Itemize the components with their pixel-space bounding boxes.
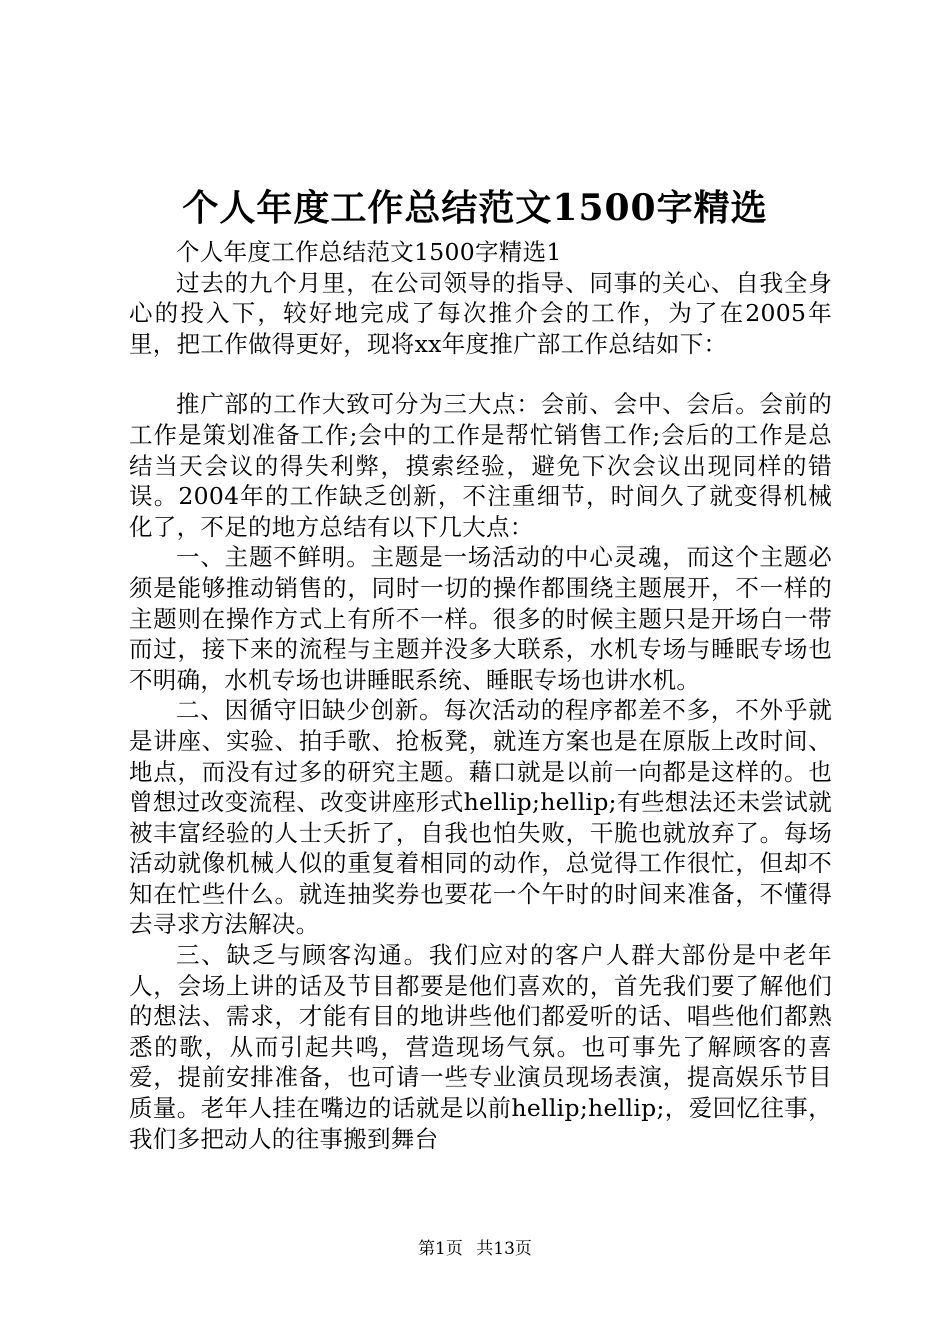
section-heading: 个人年度工作总结范文1500字精选1 xyxy=(176,238,562,266)
document-body xyxy=(129,237,832,1154)
page-total: 共13页 xyxy=(476,1239,532,1259)
paragraph-point-2: 二、因循守旧缺少创新。每次活动的程序都差不多，不外乎就是讲座、实验、拍手歌、抢板凳，就连方案也是在原版上改时间、地点，而没有过多的研究主题。藉口就是以前一向都是这样的。也曾想过改变流程、改变讲座形式hellip;hellip;有些想法还未尝试就被丰富经验的人士夭折了，自我也怕失败，干脆也就放弃了。每场活动就像机械人似的重复着相同的动作，总觉得工作很忙，但却不知在忙些什么。就连抽奖券也要花一个午时的时间来准备，不懂得去寻求方法解决。 xyxy=(129,696,832,939)
paragraph-intro: 过去的九个月里，在公司领导的指导、同事的关心、自我全身心的投入下，较好地完成了每次推介会的工作，为了在2005年里，把工作做得更好，现将xx年度推广部工作总结如下： xyxy=(129,268,832,358)
page-footer xyxy=(0,1238,950,1260)
paragraph-gap xyxy=(129,359,832,389)
page-number: 第1页 xyxy=(418,1239,463,1259)
paragraph-point-1: 一、主题不鲜明。主题是一场活动的中心灵魂，而这个主题必须是能够推动销售的，同时一切的操作都围绕主题展开，不一样的主题则在操作方式上有所不一样。很多的时候主题只是开场白一带而过，接下来的流程与主题并没多大联系，水机专场与睡眠专场也不明确，水机专场也讲睡眠系统、睡眠专场也讲水机。 xyxy=(129,543,832,694)
paragraph-point-3: 三、缺乏与顾客沟通。我们应对的客户人群大部份是中老年人，会场上讲的话及节目都要是他们喜欢的，首先我们要了解他们的想法、需求，才能有目的地讲些他们都爱听的话、唱些他们都熟悉的歌，从而引起共鸣，营造现场气氛。也可事先了解顾客的喜爱，提前安排准备，也可请一些专业演员现场表演，提高娱乐节目质量。老年人挂在嘴边的话就是以前hellip;hellip;，爱回忆往事，我们多把动人的往事搬到舞台 xyxy=(129,941,832,1153)
document-title: 个人年度工作总结范文1500字精选 xyxy=(182,187,768,229)
paragraph-overview: 推广部的工作大致可分为三大点：会前、会中、会后。会前的工作是策划准备工作;会中的工作是帮忙销售工作;会后的工作是总结当天会议的得失利弊，摸索经验，避免下次会议出现同样的错误。2004年的工作缺乏创新，不注重细节，时间久了就变得机械化了，不足的地方总结有以下几大点： xyxy=(129,390,832,541)
